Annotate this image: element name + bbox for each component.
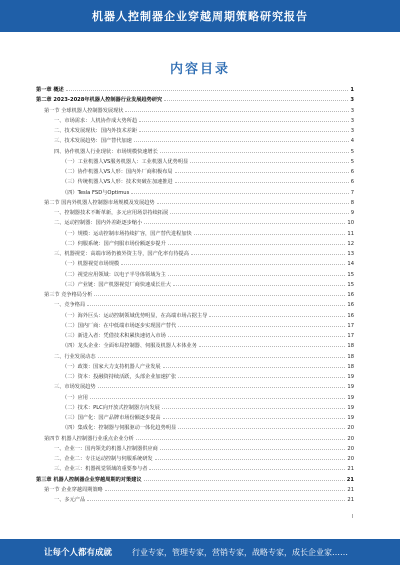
- toc-entry-label: （三）传统机器人VS人形：技术突破在加速推进: [62, 179, 173, 186]
- toc-entry-page: 9: [350, 210, 354, 216]
- toc-entry[interactable]: [36, 279, 354, 289]
- toc-entry-page: 15: [347, 281, 354, 288]
- toc-entry-page: 3: [350, 117, 354, 124]
- toc-entry[interactable]: [36, 84, 354, 94]
- toc-entry[interactable]: [36, 105, 354, 115]
- toc-entry-page: 4: [350, 138, 354, 145]
- toc-entry-label: （三）产业链：国产机器视觉厂商快速成长壮大: [62, 281, 171, 288]
- toc-dot-leader: [139, 115, 349, 122]
- toc-entry[interactable]: [36, 217, 354, 227]
- toc-entry-page: 14: [347, 261, 354, 268]
- toc-entry-label: （二）协作机器人VS人形：国内外厂商积极布局: [62, 169, 173, 175]
- toc-heading: 内容目录: [169, 62, 230, 77]
- page-number: I: [351, 514, 353, 520]
- toc-dot-leader: [163, 361, 346, 368]
- toc-entry-label: （一）机器视觉市场规模: [62, 261, 120, 268]
- report-title: 机器人控制器企业穿越周期策略研究报告: [92, 10, 308, 23]
- toc-dot-leader: [160, 443, 346, 450]
- toc-dot-leader: [90, 392, 345, 399]
- toc-entry[interactable]: [36, 463, 354, 473]
- toc-entry-page: 6: [350, 179, 354, 186]
- toc-entry[interactable]: [36, 207, 354, 217]
- toc-entry-page: 3: [350, 97, 354, 104]
- toc-entry-page: 19: [347, 415, 354, 421]
- toc-entry[interactable]: [36, 422, 354, 432]
- table-of-contents: [36, 84, 354, 504]
- toc-dot-leader: [66, 84, 349, 91]
- toc-entry-page: 8: [350, 199, 354, 206]
- toc-dot-leader: [87, 494, 345, 501]
- toc-entry-page: 19: [347, 404, 354, 411]
- toc-dot-leader: [125, 105, 348, 112]
- toc-entry[interactable]: [36, 453, 354, 463]
- toc-dot-leader: [134, 135, 349, 142]
- toc-dot-leader: [87, 299, 345, 306]
- toc-entry[interactable]: [36, 340, 354, 350]
- toc-entry-label: 三、机器视觉：高端市场仍被外资主导，国产化率有待提高: [54, 251, 189, 257]
- toc-entry-page: 16: [347, 312, 354, 319]
- toc-entry[interactable]: [36, 228, 354, 238]
- toc-entry-label: （三）国产化：国产品牌市场份额逐步提高: [62, 415, 161, 421]
- toc-entry-label: （一）规模：运动控制市场持续扩容，国产替代进程加快: [62, 230, 192, 237]
- toc-entry-label: （四）Tesla FSD与Optimus: [62, 189, 130, 196]
- toc-entry-page: 16: [347, 292, 354, 298]
- toc-entry-page: 19: [347, 384, 354, 391]
- toc-entry-page: 18: [347, 353, 354, 360]
- toc-entry-page: 7: [350, 189, 354, 196]
- toc-entry[interactable]: [36, 402, 354, 412]
- toc-dot-leader: [168, 269, 346, 276]
- toc-entry-page: 18: [347, 363, 354, 370]
- toc-entry-label: （二）视觉应用领域：以电子半导体领域为主: [62, 271, 166, 278]
- toc-entry-label: 第一节 企业穿越周期策略: [44, 486, 103, 493]
- toc-entry[interactable]: [36, 289, 354, 299]
- toc-dot-leader: [162, 402, 346, 409]
- toc-entry-label: （四）龙头企业：全面布局控制器、伺服及机器人本体业务: [62, 343, 197, 350]
- toc-entry[interactable]: [36, 330, 354, 340]
- toc-entry[interactable]: [36, 176, 354, 186]
- toc-entry-label: （二）技术：PLC向开放式控制器方向发展: [62, 404, 160, 411]
- toc-dot-leader: [144, 217, 345, 224]
- toc-entry[interactable]: [36, 146, 354, 156]
- toc-entry-label: 二、技术发展现状：国内外技术差距: [54, 128, 138, 134]
- toc-entry[interactable]: [36, 166, 354, 176]
- toc-entry-label: 一、市场需求：人机协作成大势所趋: [54, 117, 138, 124]
- toc-dot-leader: [194, 228, 346, 235]
- toc-entry-page: 21: [347, 497, 354, 503]
- toc-dot-leader: [160, 146, 349, 153]
- toc-entry-page: 13: [347, 251, 354, 257]
- toc-entry-page: 12: [347, 240, 354, 247]
- toc-entry-page: 6: [350, 169, 354, 175]
- toc-dot-leader: [190, 156, 349, 163]
- toc-entry-label: 一、竞争格局: [54, 302, 86, 309]
- toc-entry-label: （一）海外巨头：运动控制领域优势明显，在高端市场占据主导: [62, 312, 208, 319]
- toc-entry[interactable]: [36, 156, 354, 166]
- toc-entry-label: 三、企业三：机器视觉领域的重要参与者: [54, 466, 148, 473]
- toc-dot-leader: [105, 484, 346, 491]
- toc-entry[interactable]: [36, 443, 354, 453]
- toc-entry-page: 19: [347, 374, 354, 380]
- toc-dot-leader: [178, 320, 345, 327]
- toc-entry-label: （一）政策：国家大力支持机器人产业发展: [62, 363, 161, 370]
- toc-dot-leader: [175, 176, 349, 183]
- toc-dot-leader: [178, 422, 345, 429]
- toc-entry[interactable]: [36, 371, 354, 381]
- toc-dot-leader: [170, 207, 349, 214]
- toc-entry-page: 21: [347, 486, 354, 493]
- toc-dot-leader: [164, 94, 348, 101]
- toc-entry-label: （二）伺服系统：国产伺服市场份额逐步提升: [62, 240, 166, 247]
- toc-entry-label: 三、市场发展趋势: [54, 384, 96, 391]
- toc-entry[interactable]: [36, 187, 354, 197]
- toc-entry[interactable]: [36, 299, 354, 309]
- toc-entry-label: 二、企业二：专注运动控制与伺服系统研发: [54, 456, 153, 462]
- toc-entry-page: 15: [347, 271, 354, 278]
- toc-entry-label: 四、协作机器人行业现状：市场规模快速增长: [54, 148, 158, 155]
- toc-entry-page: 19: [347, 394, 354, 401]
- toc-entry-page: 1: [350, 87, 354, 93]
- toc-entry-page: 20: [347, 425, 354, 432]
- toc-entry[interactable]: [36, 238, 354, 248]
- toc-entry[interactable]: [36, 392, 354, 402]
- toc-dot-leader: [178, 371, 345, 378]
- toc-dot-leader: [173, 279, 345, 286]
- toc-dot-leader: [149, 463, 345, 470]
- toc-entry-label: 第三节 竞争格局分析: [44, 292, 93, 298]
- toc-entry-label: 第一章 概述: [36, 87, 64, 93]
- toc-entry[interactable]: [36, 258, 354, 268]
- toc-entry[interactable]: [36, 135, 354, 145]
- toc-entry[interactable]: [36, 381, 354, 391]
- toc-entry-page: 18: [347, 343, 354, 350]
- toc-dot-leader: [131, 187, 348, 194]
- toc-entry-page: 5: [350, 148, 354, 155]
- toc-dot-leader: [168, 238, 346, 245]
- toc-dot-leader: [139, 125, 349, 132]
- toc-entry-label: （二）国内厂商：在中低端市场逐步实现国产替代: [62, 322, 177, 329]
- toc-entry[interactable]: [36, 351, 354, 361]
- toc-entry-page: 5: [350, 158, 354, 165]
- report-footer-bar: [0, 539, 400, 565]
- toc-dot-leader: [157, 197, 349, 204]
- toc-entry-page: 3: [350, 107, 354, 114]
- toc-entry-label: 第三章 机器人控制器企业穿越周期的对策建议: [36, 476, 142, 483]
- toc-entry[interactable]: [36, 484, 354, 494]
- toc-dot-leader: [209, 310, 345, 317]
- toc-entry[interactable]: [36, 197, 354, 207]
- toc-entry[interactable]: [36, 361, 354, 371]
- toc-entry-label: （一）工业机器人VS服务机器人：工业机器人优势明显: [62, 158, 189, 165]
- toc-entry-page: 3: [350, 128, 354, 134]
- toc-entry[interactable]: [36, 494, 354, 504]
- toc-entry-page: 16: [347, 302, 354, 309]
- toc-entry-label: （三）新进入者：凭借技术积累快速切入市场: [62, 333, 166, 339]
- toc-entry-label: 第二章 2023-2028年机器人控制器行业发展趋势研究: [36, 97, 163, 104]
- toc-entry-label: （四）集成化：控制器与伺服驱动一体化趋势明显: [62, 425, 177, 432]
- toc-dot-leader: [98, 381, 346, 388]
- report-header-bar: [0, 0, 400, 32]
- toc-entry[interactable]: [36, 412, 354, 422]
- toc-entry-page: 11: [347, 230, 354, 237]
- toc-dot-leader: [168, 330, 346, 337]
- toc-entry-label: （二）资本：投融资持续活跃，头部企业加速扩张: [62, 374, 177, 380]
- toc-dot-leader: [144, 474, 345, 481]
- toc-entry[interactable]: [36, 320, 354, 330]
- toc-entry-label: 二、运动控制器：国内外差距逐步缩小: [54, 220, 143, 227]
- toc-entry-page: 20: [347, 456, 354, 462]
- toc-entry[interactable]: [36, 248, 354, 258]
- toc-entry-page: 17: [347, 322, 354, 329]
- footer-slogan: 让每个人都有成就: [44, 548, 113, 558]
- toc-entry-page: 17: [347, 333, 354, 339]
- toc-entry[interactable]: [36, 310, 354, 320]
- toc-entry-label: 三、技术发展趋势：国产替代加速: [54, 138, 132, 145]
- toc-dot-leader: [191, 248, 346, 255]
- toc-dot-leader: [98, 351, 346, 358]
- toc-dot-leader: [199, 340, 346, 347]
- toc-entry-label: 一、控制器技术不断革新，多元应用场景持续拓展: [54, 210, 169, 216]
- toc-dot-leader: [155, 453, 346, 460]
- toc-entry-label: 第四节 机器人控制器行业重点企业分析: [44, 435, 134, 442]
- toc-entry-label: 一、企业一：国内领先的机器人控制器供应商: [54, 445, 158, 452]
- toc-entry-label: 第二节 国内外机器人控制器市场规模及发展趋势: [44, 199, 155, 206]
- toc-entry-page: 21: [347, 466, 354, 473]
- footer-tagline: 行业专家，管理专家，营销专家，战略专家，成长企业家……: [132, 547, 348, 557]
- toc-dot-leader: [175, 166, 349, 173]
- toc-entry-page: 10: [347, 220, 354, 227]
- toc-entry[interactable]: [36, 269, 354, 279]
- toc-entry-label: （一）应用: [62, 394, 88, 401]
- toc-entry-label: 二、行业发展动态: [54, 353, 96, 360]
- toc-entry[interactable]: [36, 125, 354, 135]
- toc-entry-label: 第一节 全球机器人控制器发展现状: [44, 107, 124, 114]
- toc-dot-leader: [121, 258, 345, 265]
- toc-entry[interactable]: [36, 94, 354, 104]
- toc-entry[interactable]: [36, 474, 354, 484]
- toc-entry-label: 一、多元产品: [54, 497, 86, 503]
- toc-entry-page: 21: [346, 476, 354, 483]
- toc-entry-page: 20: [347, 445, 354, 452]
- toc-dot-leader: [94, 289, 345, 296]
- toc-entry-page: 20: [347, 435, 354, 442]
- toc-dot-leader: [163, 412, 346, 419]
- toc-entry[interactable]: [36, 115, 354, 125]
- toc-dot-leader: [136, 433, 346, 440]
- toc-entry[interactable]: [36, 433, 354, 443]
